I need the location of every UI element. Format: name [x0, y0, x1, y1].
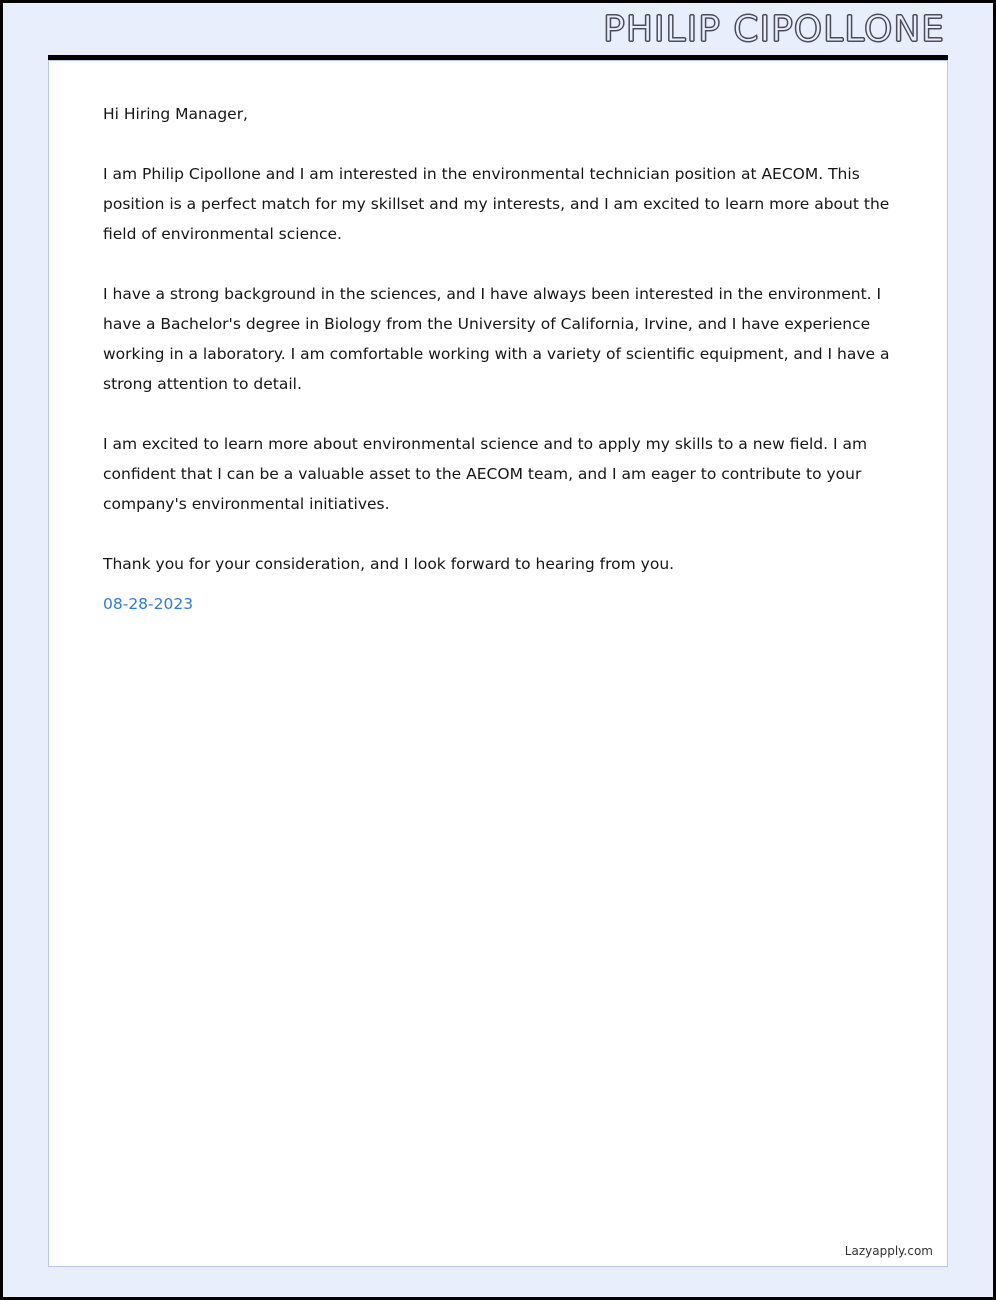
letter-paragraph-1: I am Philip Cipollone and I am interested in the environmental technician position at AECOM. This position is a perfect match for my skillset and my interests, and I am excited to learn more about the field of environmental science. — [103, 165, 890, 243]
page-title: PHILIP CIPOLLONE — [603, 8, 945, 50]
letter-closing: Thank you for your consideration, and I look forward to hearing from you. — [103, 555, 675, 573]
letter-paragraph-2: I have a strong background in the sciences, and I have always been interested in the environment. I have a Bachelor's degree in Biology from the University of California, Irvine, and I have experience working in a laboratory. I am comfortable working with a variety of scientific equipment, and I have a strong attention to detail. — [103, 285, 890, 393]
letter-date: 08-28-2023 — [103, 595, 194, 613]
letter-paragraph-3: I am excited to learn more about environmental science and to apply my skills to a new field. I am confident that I can be a valuable asset to the AECOM team, and I am eager to contribute to your company's environmental initiatives. — [103, 435, 868, 513]
footer-brand: Lazyapply.com — [844, 1244, 933, 1258]
document-header — [3, 3, 993, 55]
letter-body — [49, 61, 947, 619]
letter-salutation: Hi Hiring Manager, — [103, 105, 248, 123]
letter-sheet — [48, 60, 948, 1267]
